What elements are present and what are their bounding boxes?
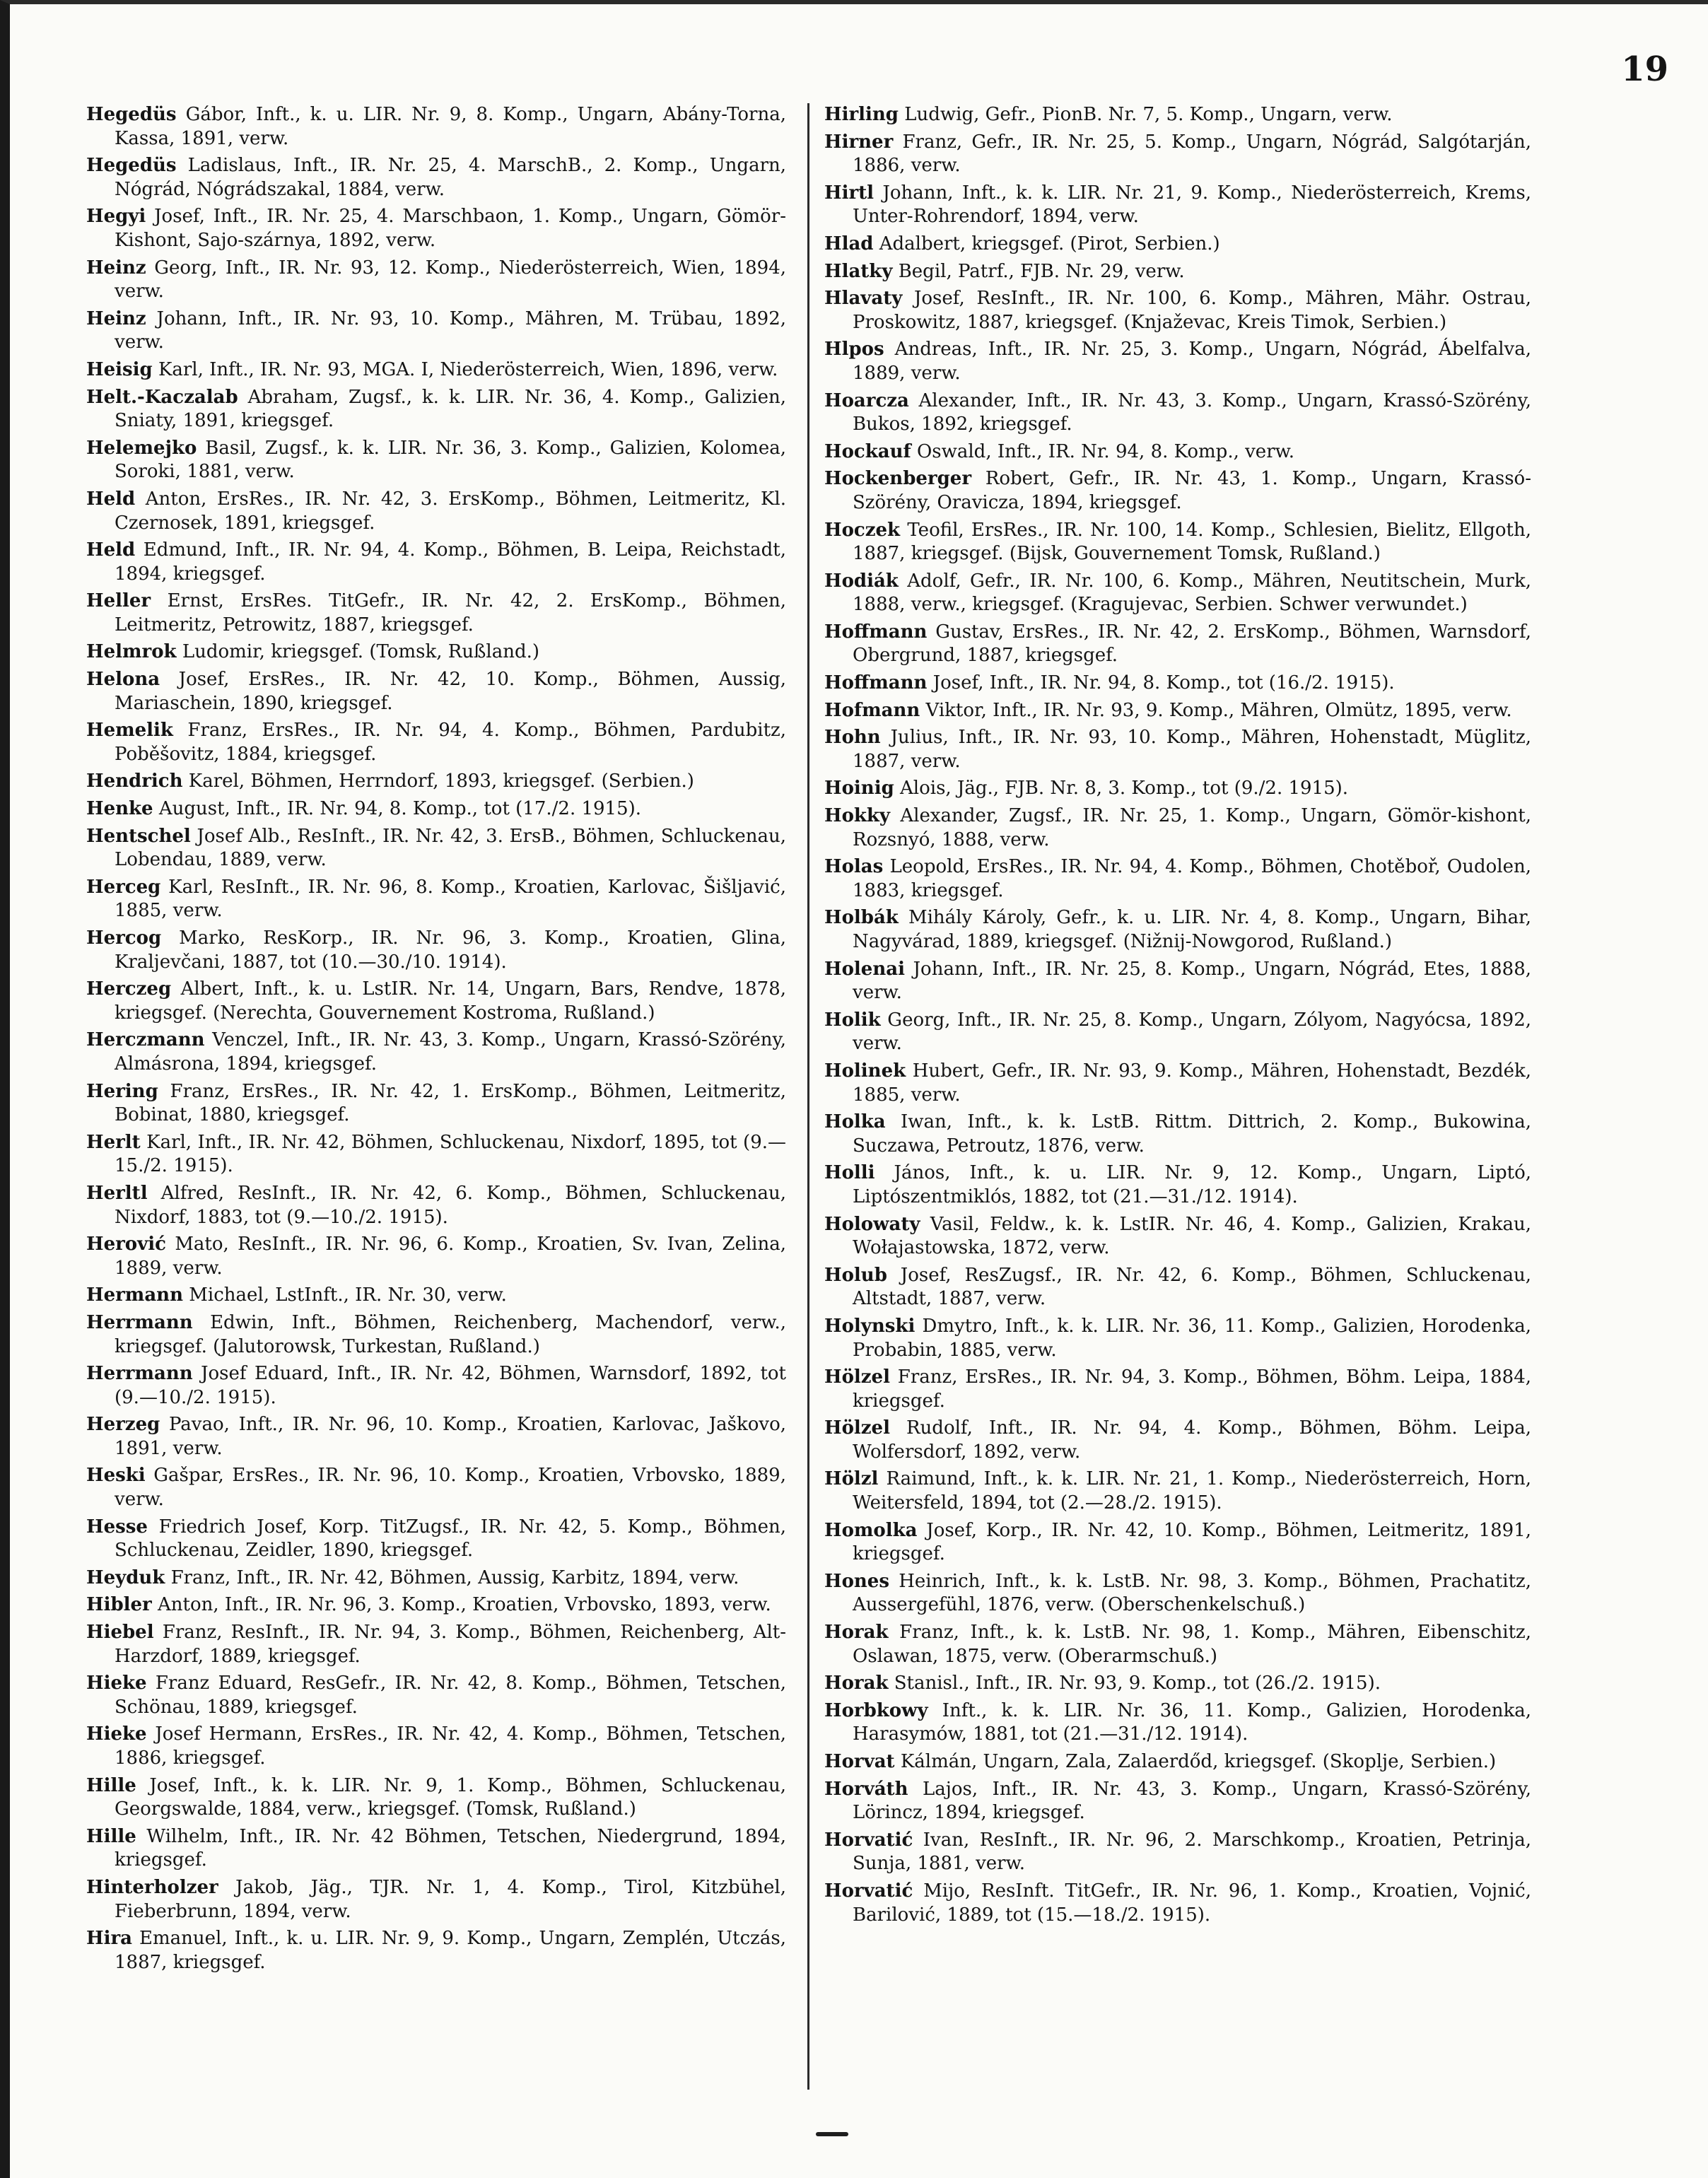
entry-details: Ludwig, Gefr., PionB. Nr. 7, 5. Komp., Ungarn, verw. [904, 104, 1393, 125]
register-entry [86, 1825, 786, 1873]
entry-surname: Hokky [824, 805, 891, 827]
entry-surname: Hirling [824, 104, 899, 125]
entry-surname: Helemejko [86, 437, 197, 459]
entry-details: Ludomir, kriegsgef. (Tomsk, Rußland.) [182, 641, 540, 663]
register-entry [86, 876, 786, 923]
register-entry [824, 1315, 1531, 1362]
register-entry [86, 386, 786, 433]
entry-surname: Hlavaty [824, 288, 903, 310]
entry-details: Pavao, Inft., IR. Nr. 96, 10. Komp., Kroatien, Karlovac, Jaškovo, 1891, verw. [115, 1414, 787, 1459]
entry-surname: Herrmann [86, 1311, 193, 1333]
entry-surname: Henke [86, 798, 153, 820]
entry-details: Basil, Zugsf., k. k. LIR. Nr. 36, 3. Komp., Galizien, Kolomea, Soroki, 1881, verw. [115, 437, 786, 483]
register-entry [824, 1519, 1531, 1567]
entry-details: Karl, Inft., IR. Nr. 93, MGA. I, Niederösterreich, Wien, 1896, verw. [158, 358, 778, 380]
entry-surname: Hendrich [86, 771, 183, 792]
entry-details: Alfred, ResInft., IR. Nr. 42, 6. Komp., Böhmen, Schluckenau, Nixdorf, 1883, tot (9.—10./2. 1915). [115, 1182, 787, 1228]
entry-details: Rudolf, Inft., IR. Nr. 94, 4. Komp., Böhmen, Böhm. Leipa, Wolfersdorf, 1892, verw. [853, 1417, 1532, 1463]
entry-surname: Hoinig [824, 778, 894, 800]
entry-details: Julius, Inft., IR. Nr. 93, 10. Komp., Mähren, Hohenstadt, Müglitz, 1887, verw. [853, 727, 1532, 772]
register-entry [86, 927, 786, 974]
entry-details: Josef, Inft., IR. Nr. 25, 4. Marschbaon, 1. Komp., Ungarn, Gömör-Kishont, Sajo-szárnya, 1892, verw. [115, 206, 786, 251]
entry-details: Josef, ResZugsf., IR. Nr. 42, 6. Komp., Böhmen, Schluckenau, Altstadt, 1887, verw. [853, 1264, 1531, 1310]
entry-details: Inft., k. k. LIR. Nr. 36, 11. Komp., Galizien, Horodenka, Harasymów, 1881, tot (21.—31./12. 1914). [853, 1699, 1532, 1745]
register-entry [824, 233, 1531, 257]
entry-details: Johann, Inft., k. k. LIR. Nr. 21, 9. Komp., Niederösterreich, Krems, Unter-Rohrendorf, 1894, verw. [853, 182, 1532, 228]
entry-surname: Heski [86, 1465, 146, 1487]
register-entry [824, 1009, 1531, 1056]
entry-surname: Herlt [86, 1131, 141, 1153]
register-entry [86, 719, 786, 766]
entry-details: Alexander, Zugsf., IR. Nr. 25, 1. Komp., Ungarn, Gömör-kishont, Rozsnyó, 1888, verw. [853, 805, 1531, 850]
entry-surname: Hegedüs [86, 104, 177, 125]
register-entry [824, 260, 1531, 284]
register-entry [86, 257, 786, 304]
entry-details: Josef, ErsRes., IR. Nr. 42, 10. Komp., Böhmen, Aussig, Mariaschein, 1890, kriegsgef. [115, 669, 787, 714]
entry-details: Edwin, Inft., Böhmen, Reichenberg, Machendorf, verw., kriegsgef. (Jalutorowsk, Turkestan, Rußland.) [115, 1311, 787, 1357]
entry-surname: Hemelik [86, 720, 173, 742]
entry-surname: Heinz [86, 257, 146, 279]
entry-details: Marko, ResKorp., IR. Nr. 96, 3. Komp., Kroatien, Glina, Kraljevčani, 1887, tot (10.—30./10. 1914). [115, 927, 787, 973]
register-entry [86, 1567, 786, 1591]
register-entry [824, 777, 1531, 801]
register-entry [86, 1029, 786, 1076]
entry-surname: Hohn [824, 727, 881, 749]
register-entry [824, 958, 1531, 1005]
register-entry [824, 467, 1531, 515]
register-entry [824, 1570, 1531, 1617]
entry-details: Franz, ErsRes., IR. Nr. 94, 4. Komp., Böhmen, Pardubitz, Poběšovitz, 1884, kriegsgef. [115, 720, 787, 765]
entry-surname: Hockenberger [824, 468, 972, 490]
entry-surname: Herczmann [86, 1029, 205, 1051]
register-entry [824, 1750, 1531, 1774]
entry-surname: Hölzl [824, 1468, 879, 1490]
entry-surname: Horváth [824, 1778, 908, 1800]
register-entry [86, 590, 786, 637]
register-entry [824, 1213, 1531, 1260]
entry-details: Josef, Korp., IR. Nr. 42, 10. Komp., Böhmen, Leitmeritz, 1891, kriegsgef. [853, 1519, 1531, 1565]
entry-surname: Hoczek [824, 519, 901, 541]
register-entry [86, 1774, 786, 1822]
register-entry [824, 906, 1531, 954]
entry-details: Franz, Inft., IR. Nr. 42, Böhmen, Aussig, Karbitz, 1894, verw. [170, 1567, 739, 1588]
register-entry [824, 1672, 1531, 1696]
entry-surname: Hiebel [86, 1622, 154, 1644]
register-entry [86, 1131, 786, 1178]
entry-details: Lajos, Inft., IR. Nr. 43, 3. Komp., Ungarn, Krassó-Szörény, Lörincz, 1894, kriegsgef. [853, 1778, 1532, 1824]
column-divider [807, 103, 809, 2090]
entry-details: Jakob, Jäg., TJR. Nr. 1, 4. Komp., Tirol, Kitzbühel, Fieberbrunn, 1894, verw. [115, 1876, 786, 1922]
register-entry [824, 1366, 1531, 1413]
entry-surname: Hlad [824, 233, 874, 254]
entry-surname: Hodiák [824, 570, 899, 592]
register-entry [86, 797, 786, 821]
entry-details: Josef Alb., ResInft., IR. Nr. 42, 3. ErsB., Böhmen, Schluckenau, Lobendau, 1889, verw. [115, 825, 787, 871]
entry-surname: Hira [86, 1928, 132, 1950]
register-entry [824, 182, 1531, 229]
entry-details: János, Inft., k. u. LIR. Nr. 9, 12. Komp., Ungarn, Liptó, Liptószentmiklós, 1882, tot (21.—31./12. 1914). [853, 1162, 1531, 1207]
register-entry [824, 1699, 1531, 1747]
register-entry [86, 308, 786, 355]
entry-details: Edmund, Inft., IR. Nr. 94, 4. Komp., Böhmen, B. Leipa, Reichstadt, 1894, kriegsgef. [115, 539, 786, 585]
entry-surname: Hentschel [86, 825, 191, 847]
entry-surname: Helmrok [86, 641, 177, 663]
entry-surname: Horbkowy [824, 1699, 928, 1721]
entry-details: Oswald, Inft., IR. Nr. 94, 8. Komp., verw. [916, 440, 1295, 462]
entry-surname: Holenai [824, 958, 905, 980]
entry-surname: Horvatić [824, 1829, 913, 1851]
entry-surname: Heisig [86, 358, 153, 380]
register-entry [824, 1111, 1531, 1158]
entry-details: Friedrich Josef, Korp. TitZugsf., IR. Nr. 42, 5. Komp., Böhmen, Schluckenau, Zeidler, 1890, kriegsgef. [115, 1516, 786, 1562]
entry-surname: Hockauf [824, 440, 911, 462]
entry-surname: Held [86, 539, 136, 561]
register-entry [86, 770, 786, 794]
entry-surname: Holub [824, 1264, 887, 1286]
register-entry [824, 726, 1531, 773]
left-column [86, 103, 786, 1978]
entry-surname: Herczeg [86, 978, 172, 1000]
entry-surname: Hirtl [824, 182, 875, 204]
register-entry [824, 570, 1531, 617]
right-column [824, 103, 1531, 1931]
register-entry [824, 1468, 1531, 1515]
entry-details: Wilhelm, Inft., IR. Nr. 42 Böhmen, Tetschen, Niedergrund, 1894, kriegsgef. [115, 1825, 786, 1871]
entry-details: Gábor, Inft., k. u. LIR. Nr. 9, 8. Komp., Ungarn, Abány-Torna, Kassa, 1891, verw. [115, 104, 786, 149]
register-entry [824, 1417, 1531, 1464]
entry-surname: Horak [824, 1673, 889, 1694]
register-entry [86, 1672, 786, 1719]
entry-details: Franz, Inft., k. k. LstB. Nr. 98, 1. Komp., Mähren, Eibenschitz, Oslawan, 1875, verw. (Oberarmschuß.) [853, 1622, 1531, 1667]
entry-surname: Hoarcza [824, 390, 909, 411]
entry-surname: Hieke [86, 1723, 147, 1745]
entry-details: Hubert, Gefr., IR. Nr. 93, 9. Komp., Mähren, Hohenstadt, Bezdék, 1885, verw. [853, 1060, 1532, 1106]
entry-details: Georg, Inft., IR. Nr. 93, 12. Komp., Niederösterreich, Wien, 1894, verw. [115, 257, 787, 303]
entry-surname: Holas [824, 856, 884, 878]
register-entry [86, 358, 786, 382]
entry-details: August, Inft., IR. Nr. 94, 8. Komp., tot (17./2. 1915). [158, 798, 642, 820]
register-entry [86, 103, 786, 151]
entry-details: Teofil, ErsRes., IR. Nr. 100, 14. Komp., Schlesien, Bielitz, Ellgoth, 1887, kriegsgef. (Bijsk, Gouvernement Tomsk, Rußland.) [853, 519, 1532, 565]
register-entry [86, 539, 786, 586]
entry-surname: Hirner [824, 131, 894, 153]
entry-surname: Herzeg [86, 1414, 160, 1436]
register-entry [86, 1723, 786, 1770]
entry-details: Raimund, Inft., k. k. LIR. Nr. 21, 1. Komp., Niederösterreich, Horn, Weitersfeld, 1894, tot (2.—28./2. 1915). [853, 1468, 1532, 1514]
register-entry [824, 1264, 1531, 1311]
entry-details: Abraham, Zugsf., k. k. LIR. Nr. 36, 4. Komp., Galizien, Sniaty, 1891, kriegsgef. [115, 386, 786, 432]
entry-surname: Herović [86, 1234, 166, 1255]
entry-surname: Hofmann [824, 699, 920, 721]
register-entry [86, 668, 786, 715]
entry-details: Begil, Patrf., FJB. Nr. 29, verw. [898, 260, 1185, 282]
entry-details: Johann, Inft., IR. Nr. 25, 8. Komp., Ungarn, Nógrád, Etes, 1888, verw. [853, 958, 1531, 1004]
entry-details: Iwan, Inft., k. k. LstB. Rittm. Dittrich, 2. Komp., Bukowina, Suczawa, Petroutz, 1876, verw. [853, 1111, 1531, 1157]
entry-details: Karl, ResInft., IR. Nr. 96, 8. Komp., Kroatien, Karlovac, Šišljavić, 1885, verw. [115, 876, 787, 922]
register-entry [86, 1311, 786, 1359]
entry-surname: Held [86, 488, 136, 510]
entry-surname: Hesse [86, 1516, 148, 1538]
entry-surname: Holowaty [824, 1213, 920, 1235]
entry-surname: Hille [86, 1774, 136, 1796]
entry-details: Ernst, ErsRes. TitGefr., IR. Nr. 42, 2. ErsKomp., Böhmen, Leitmeritz, Petrowitz, 1887, kriegsgef. [115, 590, 787, 636]
entry-surname: Hille [86, 1825, 136, 1847]
entry-details: Josef Eduard, Inft., IR. Nr. 42, Böhmen, Warnsdorf, 1892, tot (9.—10./2. 1915). [115, 1363, 786, 1408]
register-entry [86, 1876, 786, 1924]
register-entry [824, 390, 1531, 437]
register-entry [86, 488, 786, 535]
entry-surname: Holli [824, 1162, 875, 1184]
register-entry [86, 1927, 786, 1974]
register-entry [86, 1413, 786, 1460]
entry-surname: Homolka [824, 1519, 918, 1541]
register-entry [86, 1516, 786, 1563]
entry-surname: Heinz [86, 308, 146, 329]
entry-details: Josef, ResInft., IR. Nr. 100, 6. Komp., Mähren, Mähr. Ostrau, Proskowitz, 1887, kriegsgef. (Knjaževac, Kreis Timok, Serbien.) [853, 288, 1531, 333]
entry-details: Alois, Jäg., FJB. Nr. 8, 3. Komp., tot (9./2. 1915). [900, 778, 1349, 800]
register-entry [86, 1593, 786, 1617]
register-entry [824, 338, 1531, 385]
entry-surname: Hölzel [824, 1417, 890, 1439]
page-number: 19 [1621, 49, 1668, 89]
entry-details: Venczel, Inft., IR. Nr. 43, 3. Komp., Ungarn, Krassó-Szörény, Almásrona, 1894, kriegsgef. [115, 1029, 786, 1075]
entry-details: Karl, Inft., IR. Nr. 42, Böhmen, Schluckenau, Nixdorf, 1895, tot (9.—15./2. 1915). [115, 1131, 787, 1177]
register-entry [86, 1621, 786, 1668]
entry-surname: Hieke [86, 1673, 147, 1694]
entry-surname: Herceg [86, 876, 161, 898]
entry-details: Stanisl., Inft., IR. Nr. 93, 9. Komp., tot (26./2. 1915). [894, 1673, 1381, 1694]
entry-details: Franz, ErsRes., IR. Nr. 42, 1. ErsKomp., Böhmen, Leitmeritz, Bobinat, 1880, kriegsgef. [115, 1080, 787, 1126]
entry-details: Mijo, ResInft. TitGefr., IR. Nr. 96, 1. Komp., Kroatien, Vojnić, Barilović, 1889, tot (15.—18./2. 1915). [853, 1880, 1532, 1926]
entry-surname: Holik [824, 1009, 881, 1031]
register-entry [824, 804, 1531, 852]
entry-details: Franz, ResInft., IR. Nr. 94, 3. Komp., Böhmen, Reichenberg, Alt-Harzdorf, 1889, kriegsgef. [115, 1622, 786, 1667]
register-entry [86, 1080, 786, 1128]
register-entry [824, 1778, 1531, 1825]
entry-surname: Horak [824, 1622, 889, 1644]
entry-details: Josef, Inft., k. k. LIR. Nr. 9, 1. Komp., Böhmen, Schluckenau, Georgswalde, 1884, verw., kriegsgef. (Tomsk, Rußland.) [115, 1774, 786, 1820]
entry-surname: Helt.-Kaczalab [86, 386, 238, 408]
entry-surname: Horvat [824, 1751, 895, 1772]
entry-details: Ivan, ResInft., IR. Nr. 96, 2. Marschkomp., Kroatien, Petrinja, Sunja, 1881, verw. [853, 1829, 1532, 1875]
register-entry [86, 640, 786, 664]
entry-details: Adolf, Gefr., IR. Nr. 100, 6. Komp., Mähren, Neutitschein, Murk, 1888, verw., kriegsgef. (Kragujevac, Serbien. Schwer verwundet.) [853, 570, 1531, 616]
entry-surname: Hegedüs [86, 155, 177, 177]
entry-surname: Heller [86, 590, 151, 612]
entry-details: Franz Eduard, ResGefr., IR. Nr. 42, 8. Komp., Böhmen, Tetschen, Schönau, 1889, kriegsgef. [115, 1673, 787, 1718]
register-entry [824, 287, 1531, 334]
register-entry [824, 131, 1531, 178]
entry-details: Dmytro, Inft., k. k. LIR. Nr. 36, 11. Komp., Galizien, Horodenka, Probabin, 1885, verw. [853, 1315, 1532, 1361]
entry-details: Michael, LstInft., IR. Nr. 30, verw. [189, 1284, 507, 1306]
entry-details: Mihály Károly, Gefr., k. u. LIR. Nr. 4, 8. Komp., Ungarn, Bihar, Nagyvárad, 1889, kriegsgef. (Nižnij-Nowgorod, Rußland.) [853, 907, 1532, 952]
entry-details: Vasil, Feldw., k. k. LstIR. Nr. 46, 4. Komp., Galizien, Krakau, Wołajastowska, 1872, verw. [853, 1213, 1532, 1259]
register-entry [86, 1284, 786, 1308]
entry-details: Franz, ErsRes., IR. Nr. 94, 3. Komp., Böhmen, Böhm. Leipa, 1884, kriegsgef. [853, 1366, 1531, 1412]
register-entry [86, 205, 786, 252]
register-entry [824, 1621, 1531, 1668]
entry-details: Albert, Inft., k. u. LstIR. Nr. 14, Ungarn, Bars, Rendve, 1878, kriegsgef. (Nerechta, Gouvernement Kostroma, Rußland.) [115, 978, 787, 1024]
entry-details: Anton, Inft., IR. Nr. 96, 3. Komp., Kroatien, Vrbovsko, 1893, verw. [158, 1594, 771, 1616]
entry-details: Emanuel, Inft., k. u. LIR. Nr. 9, 9. Komp., Ungarn, Zemplén, Utczás, 1887, kriegsgef. [115, 1928, 786, 1973]
entry-surname: Hegyi [86, 206, 146, 228]
entry-surname: Hlatky [824, 260, 893, 282]
register-entry [824, 672, 1531, 696]
entry-surname: Holinek [824, 1060, 906, 1082]
entry-details: Heinrich, Inft., k. k. LstB. Nr. 98, 3. Komp., Böhmen, Prachatitz, Aussergefühl, 1876, verw. (Oberschenkelschuß.) [853, 1570, 1531, 1616]
register-entry [824, 1161, 1531, 1209]
register-entry [86, 1182, 786, 1229]
entry-surname: Hölzel [824, 1366, 890, 1388]
entry-details: Gašpar, ErsRes., IR. Nr. 96, 10. Komp., Kroatien, Vrbovsko, 1889, verw. [115, 1465, 786, 1511]
entry-surname: Hones [824, 1570, 889, 1592]
register-entry [824, 519, 1531, 566]
entry-surname: Heyduk [86, 1567, 165, 1588]
entry-details: Georg, Inft., IR. Nr. 25, 8. Komp., Ungarn, Zólyom, Nagyócsa, 1892, verw. [853, 1009, 1532, 1055]
entry-details: Gustav, ErsRes., IR. Nr. 42, 2. ErsKomp., Böhmen, Warnsdorf, Obergrund, 1887, kriegsgef. [853, 621, 1532, 667]
entry-surname: Hibler [86, 1594, 152, 1616]
entry-details: Adalbert, kriegsgef. (Pirot, Serbien.) [879, 233, 1220, 254]
entry-details: Johann, Inft., IR. Nr. 93, 10. Komp., Mähren, M. Trübau, 1892, verw. [115, 308, 787, 353]
register-entry [824, 621, 1531, 668]
entry-details: Josef, Inft., IR. Nr. 94, 8. Komp., tot (16./2. 1915). [932, 672, 1395, 694]
entry-details: Viktor, Inft., IR. Nr. 93, 9. Komp., Mähren, Olmütz, 1895, verw. [925, 699, 1512, 721]
entry-details: Alexander, Inft., IR. Nr. 43, 3. Komp., Ungarn, Krassó-Szörény, Bukos, 1892, kriegsgef. [853, 390, 1532, 435]
entry-surname: Hoffmann [824, 621, 928, 643]
entry-surname: Hercog [86, 927, 162, 949]
register-entry [824, 440, 1531, 464]
entry-surname: Holka [824, 1111, 886, 1133]
entry-surname: Herltl [86, 1182, 148, 1204]
entry-details: Josef Hermann, ErsRes., IR. Nr. 42, 4. Komp., Böhmen, Tetschen, 1886, kriegsgef. [115, 1723, 786, 1769]
register-entry [86, 154, 786, 201]
entry-details: Anton, ErsRes., IR. Nr. 42, 3. ErsKomp., Böhmen, Leitmeritz, Kl. Czernosek, 1891, kriegsgef. [115, 488, 786, 534]
register-entry [86, 1362, 786, 1410]
register-entry [824, 1880, 1531, 1927]
register-entry [86, 437, 786, 484]
entry-surname: Horvatić [824, 1880, 913, 1902]
entry-surname: Hermann [86, 1284, 183, 1306]
entry-details: Robert, Gefr., IR. Nr. 43, 1. Komp., Ungarn, Krassó-Szörény, Oravicza, 1894, kriegsgef. [853, 468, 1531, 513]
register-entry [86, 978, 786, 1025]
entry-details: Leopold, ErsRes., IR. Nr. 94, 4. Komp., Böhmen, Chotěboř, Oudolen, 1883, kriegsgef. [853, 856, 1532, 901]
entry-surname: Helona [86, 669, 160, 691]
register-entry [824, 1060, 1531, 1107]
bottom-printer-mark [816, 2132, 848, 2136]
entry-surname: Hoffmann [824, 672, 928, 694]
register-entry [824, 699, 1531, 723]
entry-details: Kálmán, Ungarn, Zala, Zalaerdőd, kriegsgef. (Skoplje, Serbien.) [900, 1751, 1497, 1772]
entry-surname: Holynski [824, 1315, 916, 1337]
register-entry [824, 855, 1531, 903]
entry-details: Mato, ResInft., IR. Nr. 96, 6. Komp., Kroatien, Sv. Ivan, Zelina, 1889, verw. [115, 1234, 787, 1279]
entry-details: Ladislaus, Inft., IR. Nr. 25, 4. MarschB., 2. Komp., Ungarn, Nógrád, Nógrádszakal, 1884, verw. [115, 155, 787, 200]
entry-surname: Holbák [824, 907, 899, 929]
entry-details: Franz, Gefr., IR. Nr. 25, 5. Komp., Ungarn, Nógrád, Salgótarján, 1886, verw. [853, 131, 1532, 177]
register-entry [86, 825, 786, 872]
entry-surname: Herrmann [86, 1363, 193, 1385]
entry-details: Karel, Böhmen, Herrndorf, 1893, kriegsgef. (Serbien.) [188, 771, 694, 792]
entry-surname: Hlpos [824, 339, 884, 361]
entry-surname: Hinterholzer [86, 1876, 218, 1898]
register-entry [86, 1233, 786, 1280]
register-entry [86, 1464, 786, 1511]
register-entry [824, 103, 1531, 127]
entry-surname: Hering [86, 1080, 158, 1102]
register-entry [824, 1829, 1531, 1876]
entry-details: Andreas, Inft., IR. Nr. 25, 3. Komp., Ungarn, Nógrád, Ábelfalva, 1889, verw. [853, 339, 1532, 384]
